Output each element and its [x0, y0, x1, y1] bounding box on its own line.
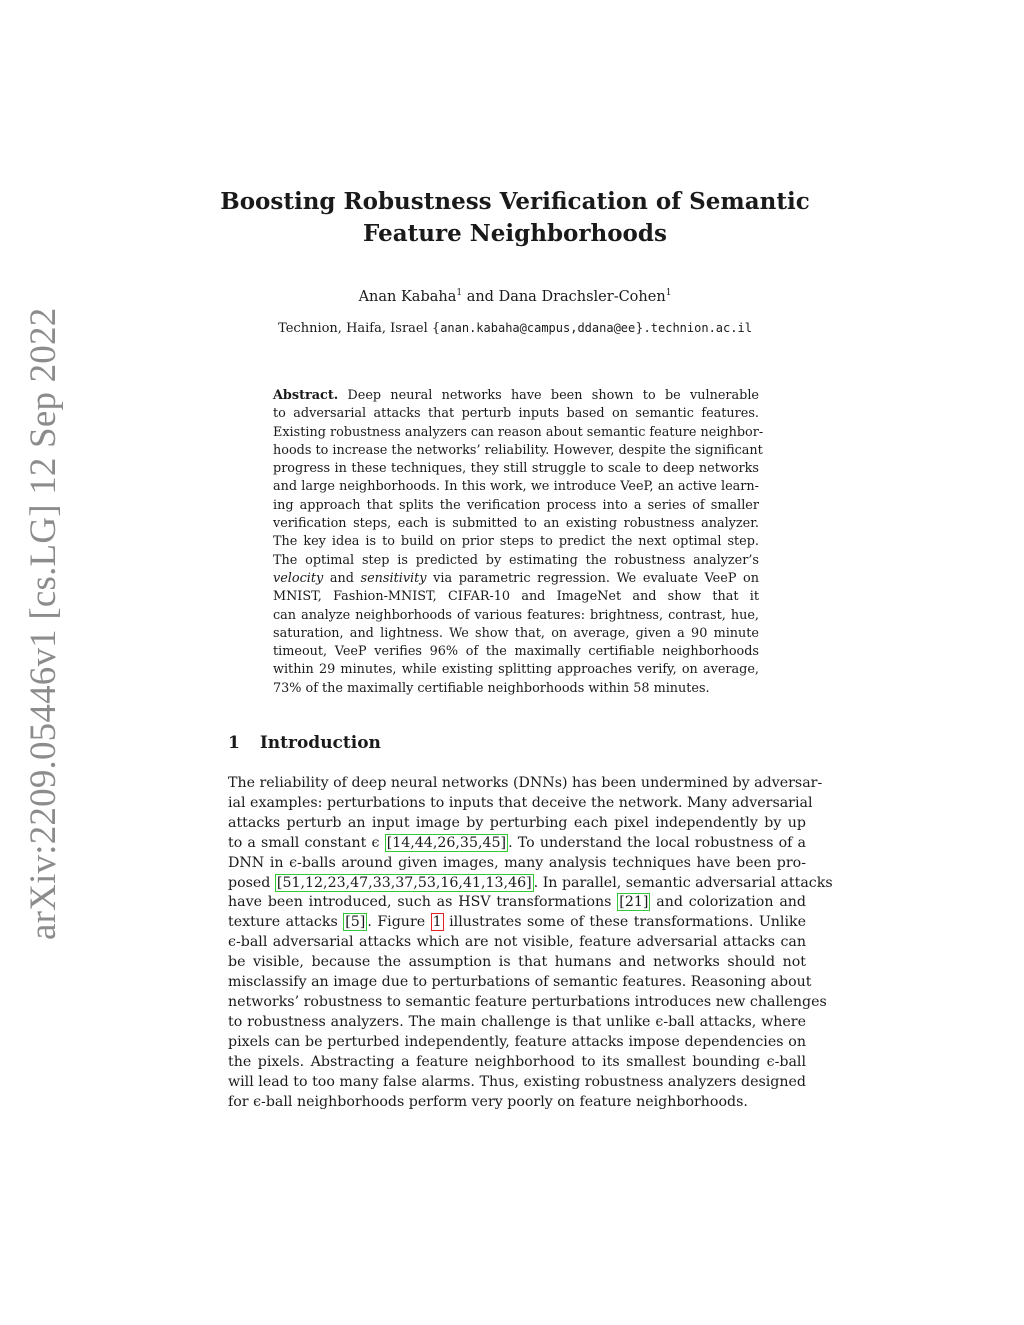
abstract-line: and large neighborhoods. In this work, we introduce VeeP, an active learn- [273, 479, 759, 495]
body-text: and colorization and [650, 894, 806, 911]
abstract-line: MNIST, Fashion-MNIST, CIFAR-10 and ImageNet and show that it [273, 589, 759, 605]
body-line: ϵ-ball adversarial attacks which are not visible, feature adversarial attacks can [228, 934, 806, 951]
body-text: . Figure [367, 914, 431, 931]
abstract [273, 387, 764, 698]
body-text: have been introduced, such as HSV transformations [228, 894, 618, 911]
section-title: Introduction [259, 733, 381, 753]
affiliation-line [150, 317, 880, 340]
author-list [200, 282, 830, 308]
body-line: attacks perturb an input image by perturbing each pixel independently by up [228, 814, 806, 831]
abstract-line: to adversarial attacks that perturb inputs based on semantic features. [273, 406, 759, 422]
abstract-line: The key idea is to build on prior steps to predict the next optimal step. [273, 534, 759, 550]
body-line: pixels can be perturbed independently, feature attacks impose dependencies on [228, 1033, 806, 1050]
introduction-body [228, 774, 833, 1112]
abstract-text: and [323, 570, 361, 586]
section-number: 1 [228, 733, 240, 753]
emphasis-sensitivity: sensitivity [360, 570, 427, 586]
body-text: posed [228, 874, 275, 891]
body-line [228, 893, 806, 913]
citation-link[interactable]: [5] [345, 914, 366, 931]
abstract-line: timeout, VeeP verifies 96% of the maximally certifiable neighborhoods [273, 644, 759, 660]
abstract-line: ing approach that splits the verification process into a series of smaller [273, 497, 759, 513]
body-line: will lead to too many false alarms. Thus, existing robustness analyzers designed [228, 1073, 806, 1090]
abstract-line [273, 570, 759, 588]
body-line [228, 913, 806, 933]
email-brace-open: { [431, 321, 441, 336]
citation-link[interactable]: [51,12,23,47,33,37,53,16,41,13,46] [276, 874, 532, 891]
paper-title [200, 186, 830, 250]
author-name: Anan Kabaha [358, 288, 457, 305]
body-line: DNN in ϵ-balls around given images, many analysis techniques have been pro- [228, 854, 806, 871]
abstract-line: Existing robustness analyzers can reason about semantic feature neighbor- [273, 424, 764, 440]
body-line: for ϵ-ball neighborhoods perform very poorly on feature neighborhoods. [228, 1093, 748, 1110]
abstract-line: can analyze neighborhoods of various features: brightness, contrast, hue, [273, 607, 759, 623]
citation-link[interactable]: [21] [619, 894, 649, 911]
body-line [228, 874, 833, 894]
arxiv-side-stamp: arXiv:2209.05446v1 [cs.LG] 12 Sep 2022 [23, 307, 64, 940]
abstract-text: via parametric regression. We evaluate VeeP on [426, 570, 759, 586]
abstract-line: within 29 minutes, while existing splitting approaches verify, on average, [273, 662, 759, 678]
author-name: Dana Drachsler-Cohen [498, 288, 666, 305]
body-line: to robustness analyzers. The main challenge is that unlike ϵ-ball attacks, where [228, 1013, 806, 1030]
body-text: illustrates some of these transformations. Unlike [443, 914, 806, 931]
email-brace-close: } [635, 321, 644, 336]
email-addresses: anan.kabaha@campus,ddana@ee [440, 321, 636, 335]
author-joiner: and [462, 288, 499, 305]
body-line: be visible, because the assumption is that humans and networks should not [228, 954, 806, 971]
body-line: ial examples: perturbations to inputs that deceive the network. Many adversarial [228, 794, 813, 811]
affiliation-mark: 1 [456, 288, 463, 298]
body-text: . In parallel, semantic adversarial attacks [533, 874, 833, 891]
abstract-line: hoods to increase the networks’ reliability. However, despite the significant [273, 442, 763, 458]
abstract-line: 73% of the maximally certifiable neighborhoods within 58 minutes. [273, 680, 710, 696]
body-text: . To understand the local robustness of a [508, 834, 806, 851]
abstract-line [273, 387, 759, 405]
section-heading [228, 730, 381, 756]
figure-reference-link[interactable]: 1 [432, 914, 442, 931]
affiliation-mark: 1 [665, 288, 672, 298]
body-text: to a small constant ϵ [228, 834, 385, 851]
title-line-2: Feature Neighborhoods [363, 220, 667, 247]
title-line-1: Boosting Robustness Verification of Semantic [220, 188, 810, 215]
email-domain: .technion.ac.il [643, 321, 752, 335]
abstract-line: verification steps, each is submitted to an existing robustness analyzer. [273, 516, 759, 532]
body-line [228, 834, 806, 854]
abstract-line: progress in these techniques, they still struggle to scale to deep networks [273, 461, 759, 477]
abstract-line: The optimal step is predicted by estimating the robustness analyzer’s [273, 552, 759, 568]
abstract-label: Abstract. [273, 388, 339, 403]
body-line: The reliability of deep neural networks (DNNs) has been undermined by adversar- [228, 775, 823, 791]
body-line: the pixels. Abstracting a feature neighborhood to its smallest bounding ϵ-ball [228, 1053, 806, 1070]
body-text: texture attacks [228, 914, 344, 931]
emphasis-velocity: velocity [273, 570, 324, 586]
abstract-text: Deep neural networks have been shown to be vulnerable [347, 388, 759, 403]
citation-link[interactable]: [14,44,26,35,45] [386, 834, 507, 851]
affiliation-place: Technion, Haifa, Israel [278, 321, 432, 336]
abstract-line: saturation, and lightness. We show that, on average, given a 90 minute [273, 625, 759, 641]
body-line: misclassify an image due to perturbations of semantic features. Reasoning about [228, 974, 812, 991]
body-line: networks’ robustness to semantic feature perturbations introduces new challenges [228, 993, 827, 1010]
